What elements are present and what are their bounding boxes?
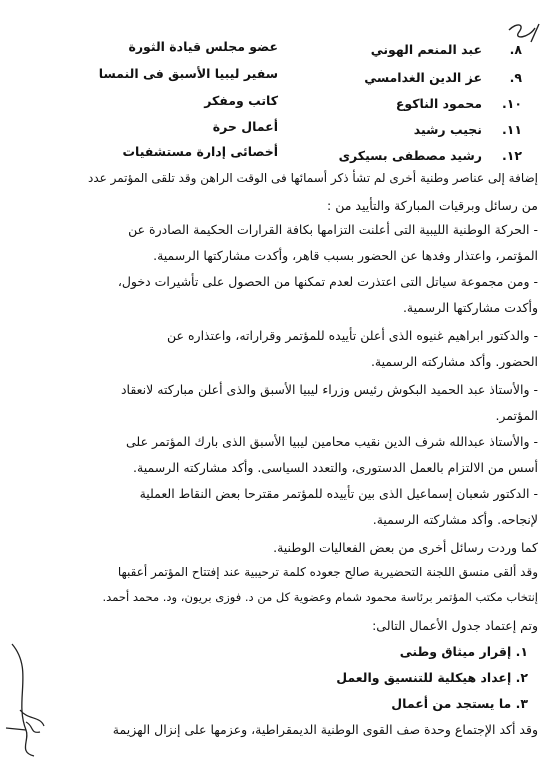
support-item-cont: المؤتمر، واعتذار وفدها عن الحضور بسبب قاهر، وأكدت مشاركتها الرسمية.	[153, 248, 538, 263]
member-role: كاتب ومفكر	[204, 93, 278, 108]
member-number: ١٠.	[501, 96, 522, 111]
member-role: سفير ليبيا الأسبق فى النمسا	[98, 66, 278, 81]
member-number: ١١.	[501, 122, 522, 137]
member-number: ٨.	[509, 42, 522, 57]
support-item-cont: المؤتمر.	[495, 408, 538, 423]
member-role: أخصائى إدارة مستشفيات	[122, 144, 278, 159]
support-item: - الحركة الوطنية الليبية التى أعلنت التزامها بكافة القرارات الحكيمة الصادرة عن	[128, 222, 538, 237]
member-name: عز الدين الغدامسي	[364, 70, 482, 85]
support-item-cont: لإنجاحه. وأكد مشاركته الرسمية.	[372, 512, 538, 527]
member-role: عضو مجلس قيادة الثورة	[128, 39, 278, 54]
support-item: - ومن مجموعة سياتل التى اعتذرت لعدم تمكنها من الحصول على تأشيرات دخول،	[117, 274, 538, 289]
support-item-cont: أسس من الالتزام بالعمل الدستورى، والتعدد السياسى. وأكد مشاركته الرسمية.	[133, 460, 538, 475]
member-name: رشيد مصطفى بسيكرى	[338, 148, 482, 163]
member-number: ٩.	[509, 70, 522, 85]
support-item: - الدكتور شعبان إسماعيل الذى بين تأييده للمؤتمر مقترحا بعض النقاط العملية	[139, 486, 538, 501]
agenda-item: ٢. إعداد هيكلية للتنسيق والعمل	[336, 670, 528, 685]
support-item-cont: الحضور. وأكد مشاركته الرسمية.	[370, 354, 538, 369]
member-name: نجيب رشيد	[413, 122, 482, 137]
paragraph-line: وقد أكد الإجتماع وحدة صف القوى الوطنية الديمقراطية، وعزمها على إنزال الهزيمة	[112, 722, 538, 737]
handwritten-mark-end	[0, 716, 60, 740]
member-number: ١٢.	[501, 148, 522, 163]
member-role: أعمال حرة	[212, 119, 278, 134]
agenda-heading: وتم إعتماد جدول الأعمال التالى:	[372, 618, 538, 633]
agenda-item: ١. إقرار ميثاق وطنى	[399, 644, 528, 659]
member-name: محمود الناكوع	[395, 96, 482, 111]
agenda-item: ٣. ما يستجد من أعمال	[391, 696, 528, 711]
intro-line: إضافة إلى عناصر وطنية أخرى لم تشأ ذكر أسمائها فى الوقت الراهن وقد تلقى المؤتمر عدد	[87, 171, 538, 185]
paragraph-line: كما وردت رسائل أخرى من بعض الفعاليات الوطنية.	[273, 540, 538, 555]
intro-line: من رسائل وبرقيات المباركة والتأييد من :	[327, 198, 538, 213]
support-item-cont: وأكدت مشاركتها الرسمية.	[402, 300, 538, 315]
paragraph-line: وقد ألقى منسق اللجنة التحضيرية صالح جعوده كلمة ترحيبية عند إفتتاح المؤتمر أعقبها	[117, 565, 538, 579]
support-item: - والدكتور ابراهيم غنيوه الذى أعلن تأييده للمؤتمر وقراراته، واعتذاره عن	[167, 328, 538, 343]
support-item: - والأستاذ عبدالله شرف الدين نقيب محامين ليبيا الأسبق الذى بارك المؤتمر على	[126, 434, 538, 449]
paragraph-line: إنتخاب مكتب المؤتمر برئاسة محمود شمام وعضوية كل من د. فوزى بريون، ود. محمد أحمد.	[102, 590, 538, 604]
support-item: - والأستاذ عبد الحميد البكوش رئيس وزراء ليبيا الأسبق والذى أعلن مباركته لانعقاد	[120, 382, 538, 397]
handwritten-mark-bottom	[4, 640, 48, 760]
member-name: عبد المنعم الهوني	[370, 42, 482, 57]
